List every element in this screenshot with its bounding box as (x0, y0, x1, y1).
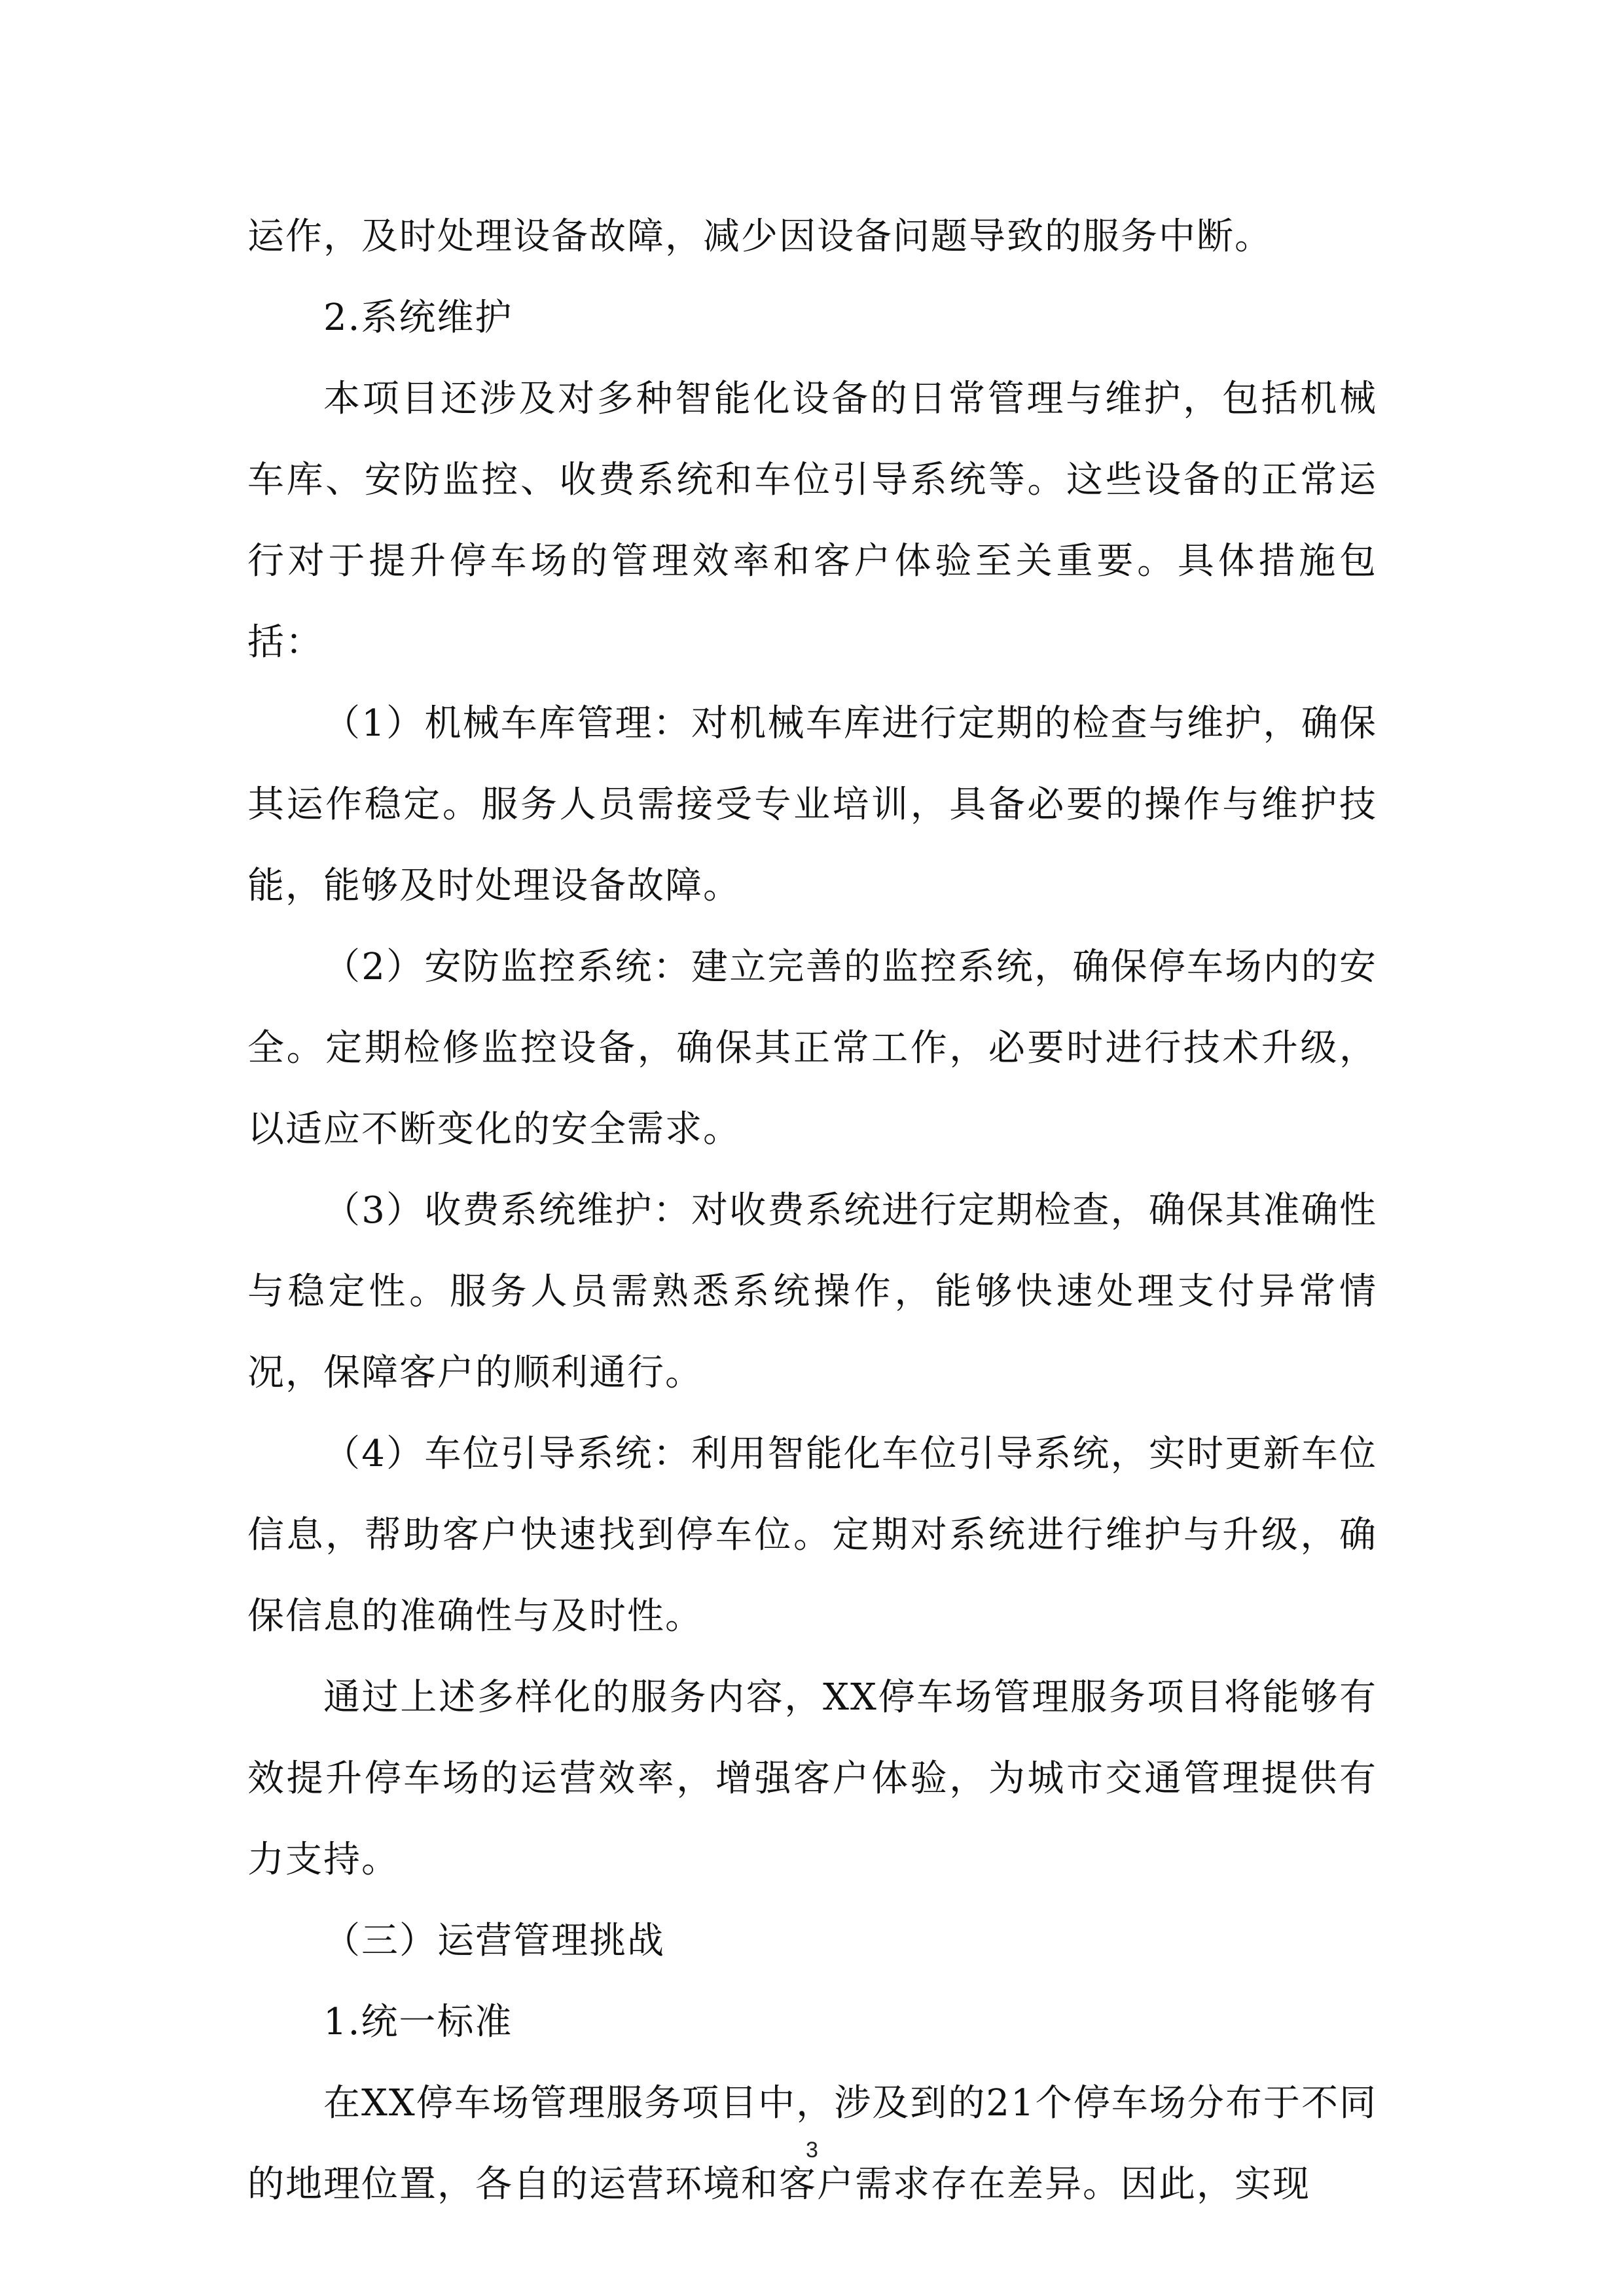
document-body (247, 196, 1377, 2225)
paragraph-continuation: 运作，及时处理设备故障，减少因设备问题导致的服务中断。 (247, 215, 1272, 258)
section-heading-system-maintenance: 2.系统维护 (323, 296, 513, 339)
paragraph-maintenance-intro: 本项目还涉及对多种智能化设备的日常管理与维护，包括机械车库、安防监控、收费系统和车位引导系统等。这些设备的正常运行对于提升停车场的管理效率和客户体验至关重要。具体措施包括： (247, 378, 1377, 664)
paragraph-summary: 通过上述多样化的服务内容，XX停车场管理服务项目将能够有效提升停车场的运营效率，增强客户体验，为城市交通管理提供有力支持。 (247, 1676, 1377, 1881)
section-heading-unified-standards: 1.统一标准 (323, 2001, 513, 2043)
paragraph-mechanical-garage: （1）机械车库管理：对机械车库进行定期的检查与维护，确保其运作稳定。服务人员需接受专业培训，具备必要的操作与维护技能，能够及时处理设备故障。 (247, 702, 1377, 907)
page-number: 3 (806, 2138, 818, 2162)
paragraph-parking-guidance: （4）车位引导系统：利用智能化车位引导系统，实时更新车位信息，帮助客户快速找到停车位。定期对系统进行维护与升级，确保信息的准确性与及时性。 (247, 1433, 1377, 1638)
paragraph-security-monitoring: （2）安防监控系统：建立完善的监控系统，确保停车场内的安全。定期检修监控设备，确保其正常工作，必要时进行技术升级，以适应不断变化的安全需求。 (247, 946, 1377, 1151)
paragraph-unified-standards: 在XX停车场管理服务项目中，涉及到的21个停车场分布于不同的地理位置，各自的运营环境和客户需求存在差异。因此，实现 (247, 2082, 1377, 2206)
paragraph-toll-system: （3）收费系统维护：对收费系统进行定期检查，确保其准确性与稳定性。服务人员需熟悉系统操作，能够快速处理支付异常情况，保障客户的顺利通行。 (247, 1189, 1377, 1394)
section-heading-operation-challenges: （三）运营管理挑战 (323, 1920, 665, 1962)
